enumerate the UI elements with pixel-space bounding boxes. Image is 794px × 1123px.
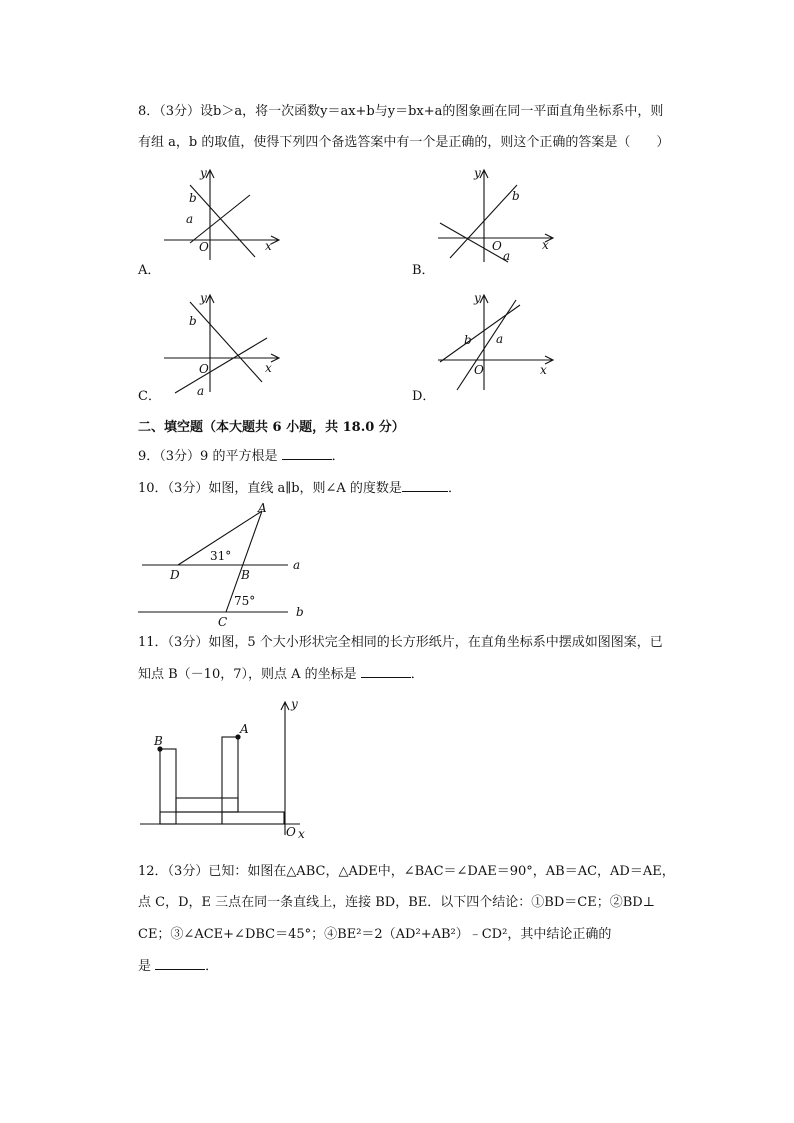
q10 [138,479,461,498]
q8c-o-label: O [199,362,209,376]
q11-text: 知点 B（－10，7），则点 A 的坐标是 [138,667,357,682]
q8-option-b-graph [430,165,570,265]
q11-label-y: y [291,697,298,711]
q10-label-line-b: b [296,605,304,619]
q9-text: 9．（3分）9 的平方根是 [138,449,278,464]
q8b-x-label: x [542,238,549,252]
q8c-y-label: y [200,291,207,305]
q8d-x-label: x [540,363,547,377]
q9-answer-blank[interactable] [282,447,332,460]
q8c-a-label: a [197,384,205,398]
q10-text: 10．（3分）如图，直线 a∥b，则∠A 的度数是 [138,481,402,496]
q10-angle-75: 75° [234,594,256,608]
q10-label-b-point: B [241,568,250,582]
q11-label-b: B [154,734,163,748]
q11-label-x: x [298,827,305,841]
q8-option-a-graph [150,165,290,265]
q8d-a-label: a [496,332,504,346]
q12-line3: CE；③∠ACE+∠DBC＝45°；④BE²＝2（AD²+AB²）﹣CD²，其中结论正确的 [138,927,612,942]
q8d-y-label: y [474,291,481,305]
q8d-o-label: O [474,363,484,377]
q8a-x-label: x [265,239,272,253]
q12-line4 [138,957,218,976]
q10-label-a-point: A [258,501,267,515]
q10-angle-31: 31° [210,549,232,563]
q11-answer-blank[interactable] [361,665,411,678]
q8c-x-label: x [265,361,272,375]
q8-option-c-graph [150,290,290,400]
q10-figure [130,500,330,630]
q12-answer-blank[interactable] [155,957,205,970]
q9 [138,447,345,466]
q8b-a-label: a [503,249,511,263]
q8-option-d-label: D． [412,389,436,404]
q10-label-c: C [218,615,228,629]
q12-line2: 点 C，D，E 三点在同一条直线上，连接 BD，BE．以下四个结论：①BD＝CE；②BD⊥ [138,895,655,910]
q8-option-a-label: A． [138,263,161,278]
q12-line1: 12．（3分）已知：如图在△ABC，△ADE中，∠BAC＝∠DAE＝90°，AB＝AC，AD＝AE， [138,864,675,879]
q11-label-a: A [240,722,249,736]
q10-answer-blank[interactable] [402,479,448,492]
q8a-o-label: O [199,240,209,254]
q11-figure [140,695,320,845]
q11-line2 [138,665,424,684]
q8a-a-label: a [186,212,194,226]
q8-option-d-graph [430,290,570,400]
q8b-y-label: y [474,166,481,180]
q8b-b-label: b [512,189,520,203]
q12-text: 是 [138,959,152,974]
q11-line1: 11．（3分）如图，5 个大小形状完全相同的长方形纸片，在直角坐标系中摆成如图图案，已 [138,635,663,650]
section-heading: 二、填空题（本大题共 6 小题，共 18.0 分） [138,420,405,435]
q10-label-d: D [170,568,180,582]
q8c-b-label: b [189,314,197,328]
q8-line1: 8．（3分）设b＞a，将一次函数y＝ax+b与y＝bx+a的图象画在同一平面直角坐标系中，则 [138,104,664,119]
q10-label-line-a: a [293,558,301,572]
q8-option-c-label: C． [138,389,161,404]
q9-suffix: ． [331,449,345,464]
q8a-b-label: b [189,191,197,205]
q8-line2: 有组 a，b 的取值，使得下列四个备选答案中有一个是正确的，则这个正确的答案是（ ） [138,135,670,150]
q8-option-b-label: B． [412,263,435,278]
q11-suffix: ． [410,667,424,682]
q8b-o-label: O [492,239,502,253]
q12-suffix: ． [205,959,219,974]
q8d-b-label: b [464,333,472,347]
q10-suffix: ． [447,481,461,496]
q11-label-o: O [286,825,296,839]
q8a-y-label: y [200,166,207,180]
